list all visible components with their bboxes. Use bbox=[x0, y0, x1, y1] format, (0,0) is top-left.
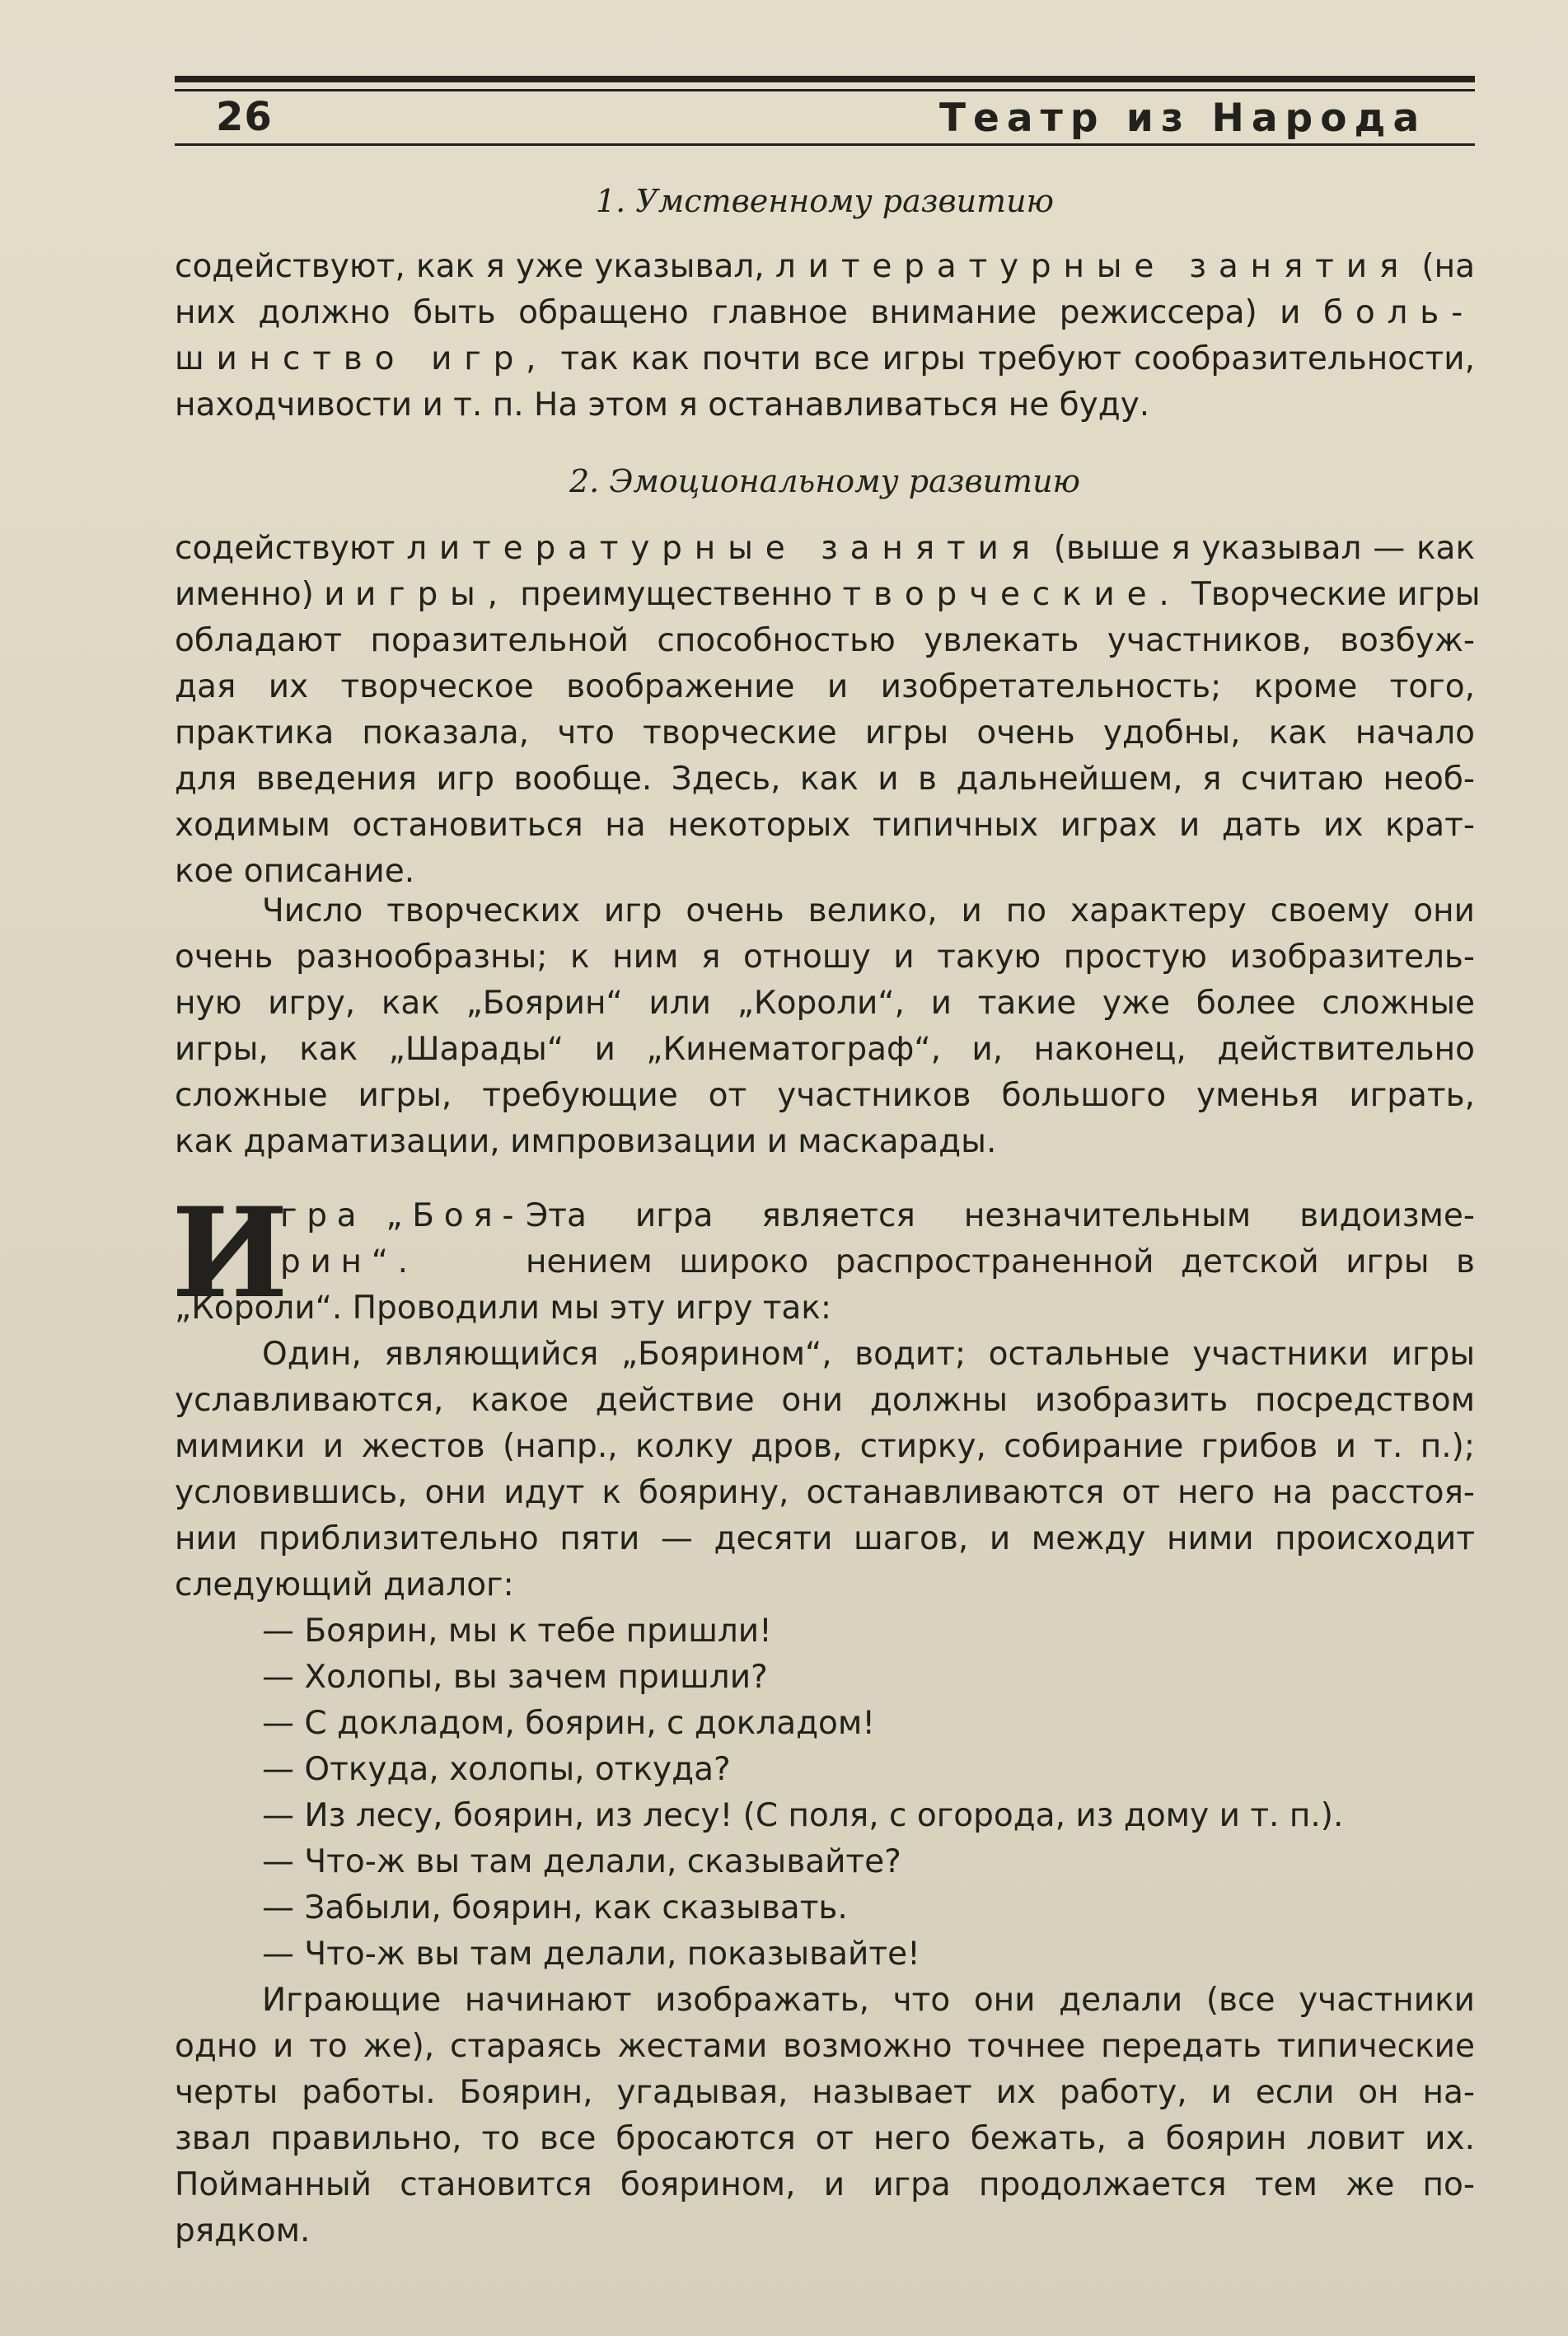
dialog-line: — Забыли, боярин, как сказывать. bbox=[262, 1889, 848, 1926]
text-line: именно) и игры, преимущественно творческие. Творческие игры bbox=[175, 576, 1481, 613]
text-line: них должно быть обращено главное внимание режиссера) и боль- bbox=[175, 294, 1475, 331]
spaced-term: шинство игр, bbox=[175, 340, 549, 377]
spaced-term: боль- bbox=[1323, 294, 1475, 331]
text-line: условившись, они идут к боярину, останавливаются от него на расстоя- bbox=[175, 1474, 1475, 1511]
text-line: следующий диалог: bbox=[175, 1566, 514, 1603]
text-line: черты работы. Боярин, угадывая, называет их работу, и если он на- bbox=[175, 2074, 1475, 2111]
text-line: рядком. bbox=[175, 2212, 311, 2249]
text-line: ную игру, как „Боярин“ или „Короли“, и такие уже более сложные bbox=[175, 985, 1475, 1022]
text-line: нением широко распространенной детской игры в bbox=[526, 1243, 1475, 1280]
text-line: содействуют литературные занятия (выше я указывал — как bbox=[175, 530, 1476, 567]
text-line: содействуют, как я уже указывал, литературные занятия (на bbox=[175, 248, 1476, 285]
text-line: уславливаются, какое действие они должны изобразить посредством bbox=[175, 1382, 1475, 1419]
text-line: игры, как „Шарады“ и „Кинематограф“, и, наконец, действительно bbox=[175, 1031, 1475, 1068]
text-line: шинство игр, так как почти все игры требуют сообразительности, bbox=[175, 340, 1475, 377]
drop-cap: И bbox=[171, 1181, 288, 1326]
header-rule-bottom bbox=[175, 143, 1475, 146]
text-line: очень разнообразны; к ним я отношу и такую простую изобразитель- bbox=[175, 939, 1475, 976]
section-heading-emotional: 2. Эмоциональному развитию bbox=[569, 463, 1081, 499]
text-line: Эта игра является незначительным видоизме- bbox=[526, 1197, 1475, 1234]
text-line: находчивости и т. п. На этом я останавливаться не буду. bbox=[175, 386, 1150, 424]
game-dialog bbox=[175, 1608, 1475, 1978]
dialog-line: — Откуда, холопы, откуда? bbox=[262, 1751, 731, 1788]
spaced-term: творческие. bbox=[842, 576, 1182, 613]
spaced-term: игры, bbox=[354, 576, 510, 613]
page-number: 26 bbox=[216, 94, 273, 140]
text-line: сложные игры, требующие от участников большого уменья играть, bbox=[175, 1077, 1475, 1114]
text-line: Число творческих игр очень велико, и по характеру своему они bbox=[262, 892, 1475, 929]
section-heading-mental: 1. Умственному развитию bbox=[595, 183, 1055, 219]
text-line: Один, являющийся „Боярином“, водит; остальные участники игры bbox=[262, 1336, 1475, 1373]
text-line: практика показала, что творческие игры очень удобны, как начало bbox=[175, 714, 1475, 751]
dialog-line: — Что-ж вы там делали, сказывайте? bbox=[262, 1843, 901, 1880]
game-side-heading-2: рин“. bbox=[280, 1243, 418, 1280]
text-line: звал правильно, то все бросаются от него бежать, а боярин ловит их. bbox=[175, 2120, 1475, 2157]
text-line: дая их творческое воображение и изобретательность; кроме того, bbox=[175, 668, 1475, 705]
text-line: как драматизации, импровизации и маскарады. bbox=[175, 1123, 997, 1160]
section2-text bbox=[175, 526, 1481, 895]
game-intro-end bbox=[175, 1285, 1475, 1332]
text-line: Пойманный становится боярином, и игра продолжается тем же по- bbox=[175, 2166, 1475, 2203]
text-line: мимики и жестов (напр., колку дров, стирку, собирание грибов и т. п.); bbox=[175, 1428, 1475, 1465]
header-rule-thick bbox=[175, 76, 1475, 82]
text-line: Играющие начинают изображать, что они делали (все участники bbox=[262, 1982, 1475, 2019]
text-line: ходимым остановиться на некоторых типичных играх и дать их крат- bbox=[175, 807, 1475, 844]
header-rule-thin bbox=[175, 89, 1475, 91]
section2-paragraph2 bbox=[175, 888, 1475, 1165]
dialog-line: — Из лесу, боярин, из лесу! (С поля, с огорода, из дому и т. п.). bbox=[262, 1797, 1344, 1834]
spaced-term: литературные занятия bbox=[406, 530, 1042, 567]
section1-text bbox=[175, 244, 1475, 428]
text-line: „Короли“. Проводили мы эту игру так: bbox=[175, 1290, 832, 1327]
text-line: одно и то же), стараясь жестами возможно точнее передать типические bbox=[175, 2028, 1475, 2065]
dialog-line: — Что-ж вы там делали, показывайте! bbox=[262, 1936, 920, 1973]
game-side-heading-1: гра „Боя- bbox=[280, 1197, 524, 1234]
text-line: кое описание. bbox=[175, 853, 415, 890]
dialog-line: — Боярин, мы к тебе пришли! bbox=[262, 1613, 772, 1650]
spaced-term: литературные занятия bbox=[775, 248, 1411, 285]
dialog-line: — С докладом, боярин, с докладом! bbox=[262, 1705, 875, 1742]
running-title: Театр из Народа bbox=[939, 96, 1427, 141]
game-rules-paragraph bbox=[175, 1332, 1475, 1608]
game-intro bbox=[526, 1193, 1475, 1285]
game-closing-paragraph bbox=[175, 1978, 1475, 2254]
dialog-line: — Холопы, вы зачем пришли? bbox=[262, 1659, 768, 1696]
text-line: нии приблизительно пяти — десяти шагов, и между ними происходит bbox=[175, 1520, 1475, 1557]
text-line: для введения игр вообще. Здесь, как и в дальнейшем, я считаю необ- bbox=[175, 761, 1475, 798]
text-line: обладают поразительной способностью увлекать участников, возбуж- bbox=[175, 622, 1475, 659]
